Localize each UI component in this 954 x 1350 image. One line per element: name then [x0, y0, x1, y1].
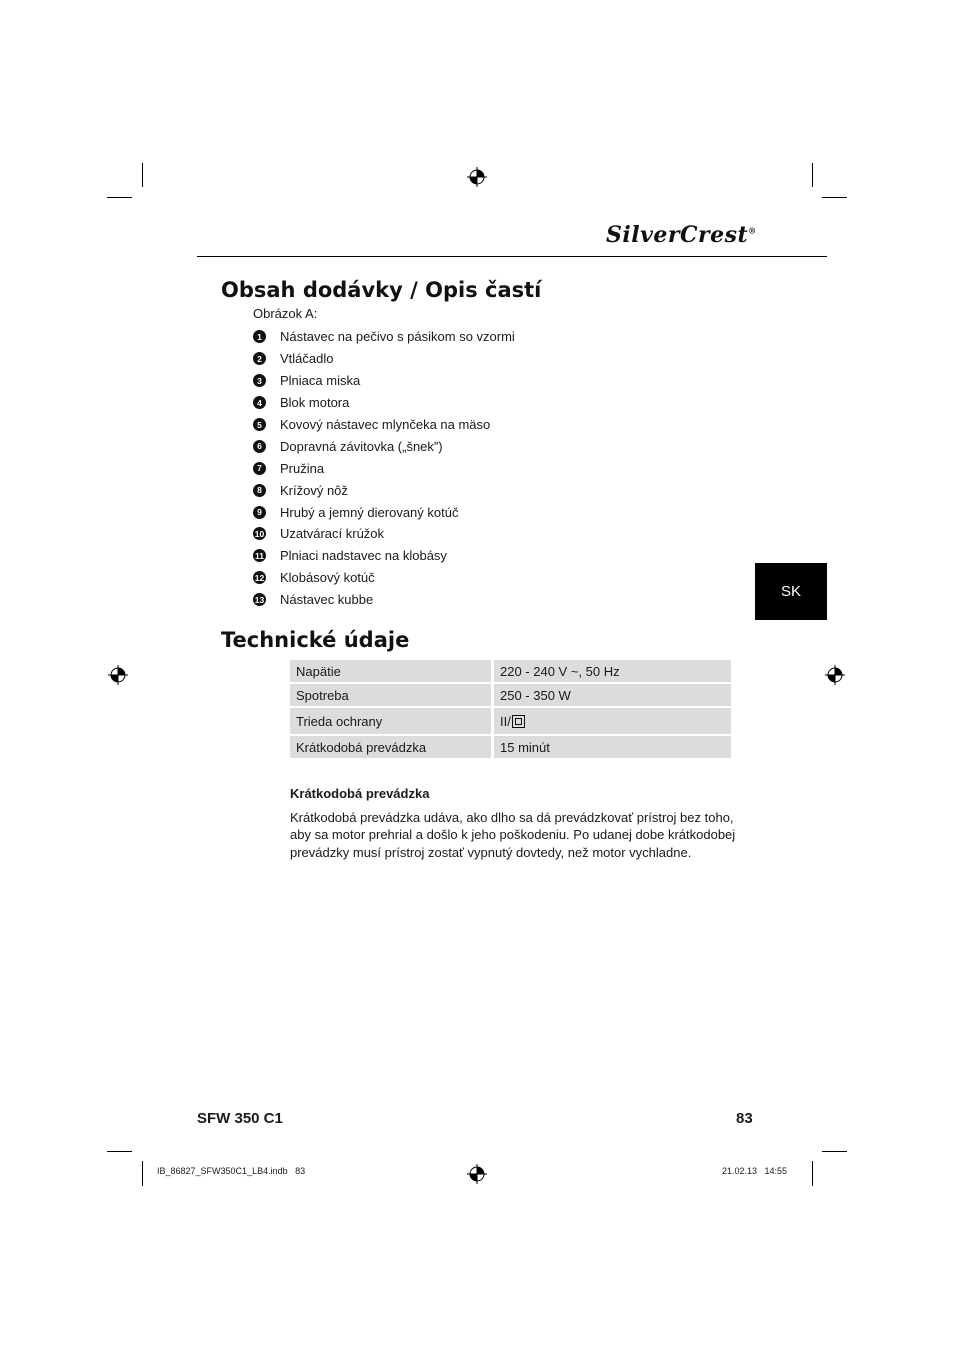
registration-mark-icon: [467, 1164, 487, 1184]
list-item: [253, 545, 515, 567]
item-number-badge: 11: [255, 550, 264, 561]
item-label: Kovový nástavec mlynčeka na mäso: [280, 417, 491, 432]
figure-label: Obrázok A:: [253, 306, 318, 321]
item-number-badge: 9: [253, 506, 266, 519]
list-item: [253, 370, 515, 392]
spec-label: Spotreba: [290, 684, 494, 708]
item-number-badge: 1: [253, 330, 266, 343]
list-item: [253, 523, 515, 545]
spec-label: Napätie: [290, 660, 494, 684]
protection-class-ii-icon: [512, 715, 525, 728]
crop-mark: [107, 197, 132, 198]
item-label: Blok motora: [280, 395, 350, 411]
spec-value-cell: [494, 708, 731, 736]
item-number-badge: 5: [253, 418, 266, 431]
spec-value: II/: [500, 713, 511, 729]
item-number-badge: 6: [253, 440, 266, 453]
item-label: Nástavec kubbe: [280, 592, 374, 608]
spec-label: Trieda ochrany: [290, 708, 494, 736]
list-item: [253, 326, 515, 348]
table-row: [290, 736, 731, 760]
crop-mark: [142, 163, 143, 187]
item-number-badge: 13: [254, 594, 265, 605]
crop-mark: [107, 1151, 132, 1152]
page-number: 83: [736, 1110, 753, 1127]
parts-list: [253, 326, 515, 611]
item-label: Krížový nôž: [280, 482, 348, 498]
crop-mark: [812, 1161, 813, 1186]
spec-table: [290, 660, 731, 760]
list-item: [253, 392, 515, 414]
item-number-badge: 8: [253, 484, 266, 497]
item-number-badge: 7: [253, 462, 266, 475]
crop-mark: [142, 1161, 143, 1186]
item-label: Klobásový kotúč: [280, 570, 375, 586]
print-slug-date: 21.02.13 14:55: [722, 1166, 788, 1176]
print-slug-file: IB_86827_SFW350C1_LB4.indb 83: [157, 1166, 306, 1176]
item-number-badge: 4: [253, 396, 266, 409]
brand-name: SilverCrest: [606, 222, 749, 248]
list-item: [253, 348, 515, 370]
registration-mark-icon: [108, 665, 128, 685]
list-item: [253, 567, 515, 589]
table-row: [290, 684, 731, 708]
list-item: [253, 589, 515, 611]
item-number-badge: 3: [253, 374, 266, 387]
item-label: Plniaci nadstavec na klobásy: [280, 548, 447, 564]
item-label: Dopravná závitovka („šnek”): [280, 438, 443, 454]
registration-mark-icon: [467, 167, 487, 187]
list-item: [253, 457, 515, 479]
spec-label: Krátkodobá prevádzka: [290, 736, 494, 760]
spec-value: 220 - 240 V ~, 50 Hz: [494, 660, 731, 684]
item-label: Pružina: [280, 460, 325, 476]
item-label: Vtláčadlo: [280, 351, 334, 367]
note-body: Krátkodobá prevádzka udáva, ako dlho sa dá prevádzkovať prístroj bez toho, aby sa motor prehrial a došlo k jeho poškodeniu. Po udanej dobe krátkodobej prevádzky musí prístroj zostať vypnutý dovtedy, než motor vychladne.: [290, 810, 736, 860]
list-item: [253, 479, 515, 501]
note-title: Krátkodobá prevádzka: [290, 786, 430, 801]
crop-mark: [812, 163, 813, 187]
item-label: Hrubý a jemný dierovaný kotúč: [280, 504, 459, 520]
section-title-contents: Obsah dodávky / Opis častí: [221, 278, 542, 302]
crop-mark: [822, 1151, 847, 1152]
item-number-badge: 10: [254, 528, 265, 539]
item-label: Uzatvárací krúžok: [280, 526, 385, 542]
item-label: Plniaca miska: [280, 373, 361, 389]
brand-trademark: ®: [748, 225, 757, 236]
language-tab: SK: [755, 563, 827, 620]
crop-mark: [822, 197, 847, 198]
header-divider: [197, 256, 827, 257]
brand-logo: [606, 222, 757, 248]
list-item: [253, 501, 515, 523]
list-item: [253, 414, 515, 436]
model-number: SFW 350 C1: [197, 1110, 283, 1127]
spec-value: 15 minút: [494, 736, 731, 760]
table-row: [290, 660, 731, 684]
item-number-badge: 2: [253, 352, 266, 365]
table-row: [290, 708, 731, 736]
item-number-badge: 12: [254, 572, 265, 583]
spec-value: 250 - 350 W: [494, 684, 731, 708]
list-item: [253, 435, 515, 457]
item-label: Nástavec na pečivo s pásikom so vzormi: [280, 329, 515, 345]
section-title-technical: Technické údaje: [221, 628, 410, 652]
registration-mark-icon: [825, 665, 845, 685]
